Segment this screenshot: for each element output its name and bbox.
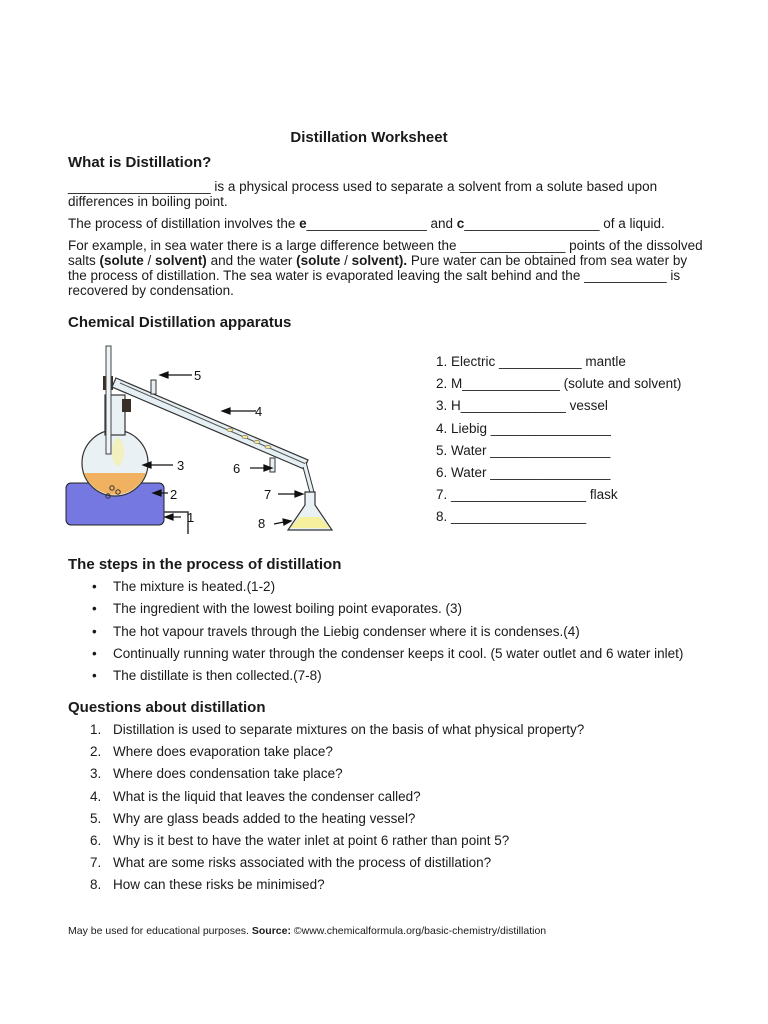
bullet-dot: • <box>92 668 97 684</box>
condenser-inner-tube <box>120 383 306 464</box>
question-number: 6. <box>90 832 102 848</box>
page-title: Distillation Worksheet <box>290 129 448 146</box>
diagram-number-4: 4 <box>255 404 263 419</box>
water-outlet-port <box>151 380 156 394</box>
distillation-diagram <box>60 340 360 540</box>
steps-list <box>92 578 683 689</box>
step-text: Continually running water through the condenser keeps it cool. (5 water outlet and 6 water inlet) <box>113 645 684 661</box>
list-item <box>92 645 683 667</box>
question-number: 5. <box>90 810 102 826</box>
apparatus-label: 8. __________________ <box>436 509 587 525</box>
question-text: Why are glass beads added to the heating vessel? <box>113 810 416 826</box>
question-text: What is the liquid that leaves the condenser called? <box>113 788 421 804</box>
list-item <box>90 854 584 876</box>
diagram-number-3: 3 <box>177 458 185 473</box>
step-text: The distillate is then collected.(7-8) <box>113 668 322 684</box>
list-item <box>90 810 584 832</box>
question-text: What are some risks associated with the process of distillation? <box>113 855 492 871</box>
step-text: The mixture is heated.(1-2) <box>113 579 276 594</box>
question-text: Why is it best to have the water inlet at point 6 rather than point 5? <box>113 832 510 848</box>
question-text: Distillation is used to separate mixtures on the basis of what physical property? <box>113 722 585 737</box>
bullet-dot: • <box>92 579 97 594</box>
example-paragraph: For example, in sea water there is a large difference between the ______________ points of the dissolved salts (solute / solvent) and the water (solute / solvent). Pure water can be obtained from sea water by the process of distillation. The sea water is evaporated leaving the salt behind and the ___________ is recovered by condensation. <box>68 238 703 298</box>
diagram-number-6: 6 <box>233 461 241 476</box>
receiver-adapter <box>303 462 314 493</box>
question-number: 4. <box>90 788 102 804</box>
stopper <box>122 399 131 412</box>
questions-list <box>90 721 584 899</box>
vapour-cloud <box>112 438 124 466</box>
process-paragraph: The process of distillation involves the e________________ and c__________________ of a liquid. <box>68 216 665 231</box>
thermometer <box>106 346 111 454</box>
question-number: 8. <box>90 877 102 893</box>
question-number: 1. <box>90 722 102 737</box>
list-item <box>90 743 584 765</box>
apparatus-label: 5. Water ________________ <box>436 442 611 458</box>
list-item <box>92 600 683 622</box>
definition-paragraph: ___________________ is a physical process used to separate a solvent from a solute based upon differences in boiling point. <box>68 179 658 209</box>
apparatus-label: 4. Liebig ________________ <box>436 420 611 436</box>
step-text: The ingredient with the lowest boiling point evaporates. (3) <box>113 601 462 617</box>
question-text: Where does evaporation take place? <box>113 744 333 760</box>
list-item <box>90 765 584 787</box>
section-heading-apparatus: Chemical Distillation apparatus <box>68 314 292 331</box>
apparatus-label-list <box>436 353 681 531</box>
diagram-number-8: 8 <box>258 516 266 531</box>
list-item <box>90 876 584 898</box>
step-text: The hot vapour travels through the Liebig condenser where it is condenses.(4) <box>113 623 580 639</box>
diagram-number-2: 2 <box>170 487 178 502</box>
apparatus-label: 6. Water ________________ <box>436 464 611 480</box>
bullet-dot: • <box>92 645 97 661</box>
section-heading-steps: The steps in the process of distillation <box>68 556 342 573</box>
question-number: 7. <box>90 855 102 871</box>
source-footer: May be used for educational purposes. Source: ©www.chemicalformula.org/basic-chemistry/distillation <box>68 925 547 937</box>
diagram-number-7: 7 <box>264 487 272 502</box>
question-text: Where does condensation take place? <box>113 766 343 782</box>
diagram-number-1: 1 <box>187 510 195 525</box>
list-item <box>90 788 584 810</box>
list-item <box>92 667 683 689</box>
water-inlet-port <box>270 458 275 472</box>
bullet-dot: • <box>92 623 97 639</box>
list-item <box>92 623 683 645</box>
diagram-number-5: 5 <box>194 368 202 383</box>
list-item <box>92 578 683 600</box>
apparatus-label: 7. __________________ flask <box>436 487 618 503</box>
section-heading-questions: Questions about distillation <box>68 699 266 716</box>
apparatus-label: 1. Electric ___________ mantle <box>436 354 626 369</box>
mantle-cable <box>164 512 188 534</box>
bullet-dot: • <box>92 601 97 617</box>
section-heading-what-is: What is Distillation? <box>68 154 212 171</box>
list-item <box>90 721 584 743</box>
question-number: 3. <box>90 766 102 782</box>
question-number: 2. <box>90 744 102 760</box>
list-item <box>90 832 584 854</box>
apparatus-label: 3. H______________ vessel <box>436 398 608 414</box>
question-text: How can these risks be minimised? <box>113 877 325 893</box>
apparatus-label: 2. M_____________ (solute and solvent) <box>436 376 682 392</box>
